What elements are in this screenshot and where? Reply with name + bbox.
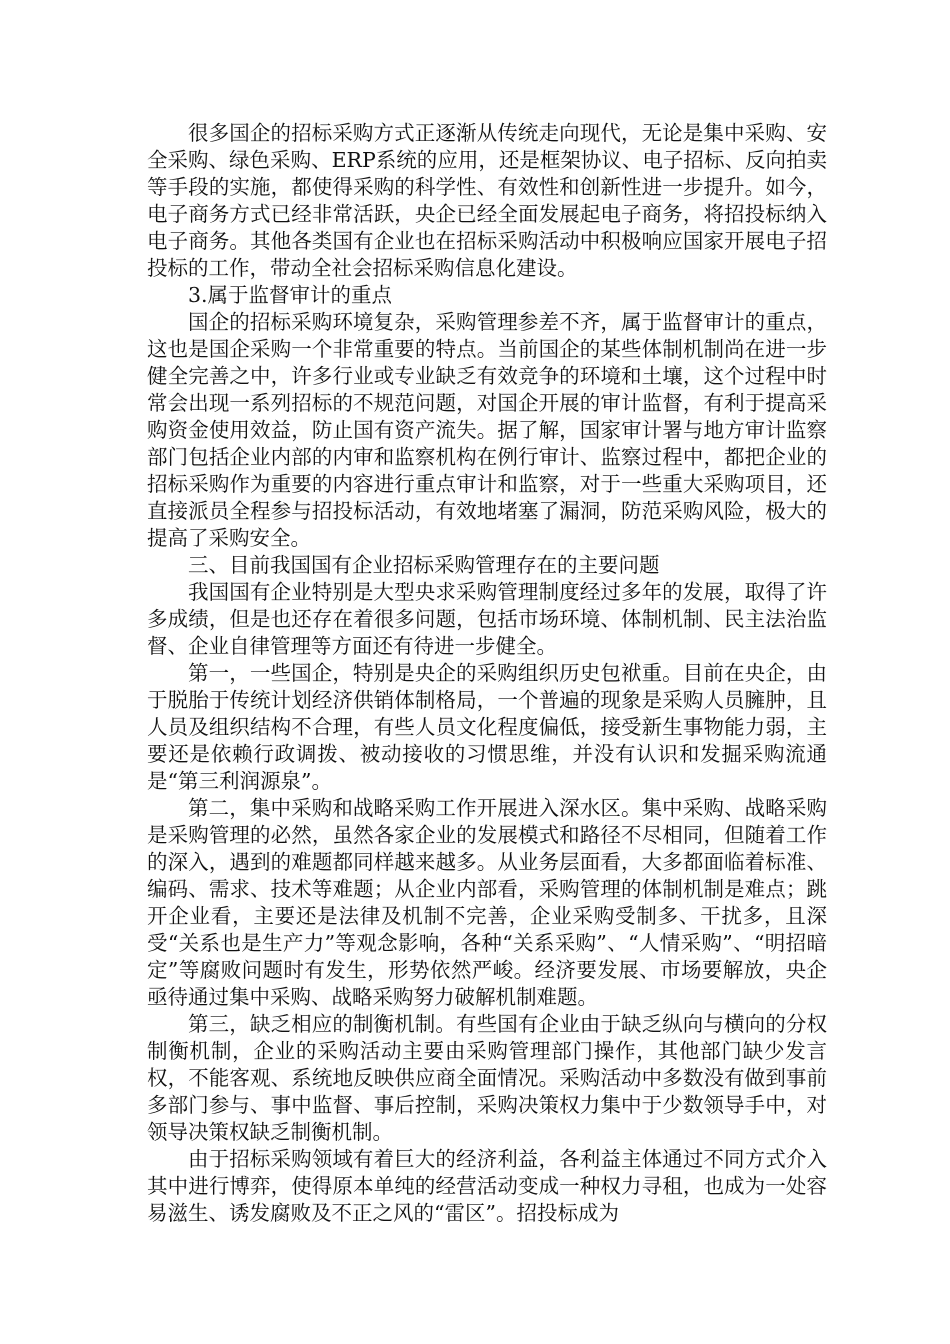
document-body xyxy=(147,120,827,1227)
paragraph-problem-second: 第二，集中采购和战略采购工作开展进入深水区。集中采购、战略采购是采购管理的必然，虽然各家企业的发展模式和路径不尽相同，但随着工作的深入，遇到的难题都同样越来越多。从业务层面看，大多都面临着标准、编码、需求、技术等难题；从企业内部看，采购管理的体制机制是难点；跳开企业看，主要还是法律及机制不完善，企业采购受制多、干扰多，且深受“关系也是生产力”等观念影响，各种“关系采购”、“人情采购”、“明招暗定”等腐败问题时有发生，形势依然严峻。经济要发展、市场要解放，央企亟待通过集中采购、战略采购努力破解机制难题。 xyxy=(147,796,827,1009)
paragraph-interests: 由于招标采购领域有着巨大的经济利益，各利益主体通过不同方式介入其中进行博弈，使得原本单纯的经营活动变成一种权力寻租，也成为一处容易滋生、诱发腐败及不正之风的“雷区”。招投标成为 xyxy=(147,1147,827,1225)
section-heading-audit: 3.属于监督审计的重点 xyxy=(188,283,393,307)
paragraph-problem-first: 第一，一些国企，特别是央企的采购组织历史包袱重。目前在央企，由于脱胎于传统计划经济供销体制格局，一个普遍的现象是采购人员臃肿，且人员及组织结构不合理，有些人员文化程度偏低，接受新生事物能力弱，主要还是依赖行政调拨、被动接收的习惯思维，并没有认识和发掘采购流通是“第三利润源泉”。 xyxy=(147,661,827,793)
section-heading-problems: 三、目前我国国有企业招标采购管理存在的主要问题 xyxy=(188,553,660,577)
paragraph-audit: 国企的招标采购环境复杂，采购管理参差不齐，属于监督审计的重点，这也是国企采购一个非常重要的特点。当前国企的某些体制机制尚在进一步健全完善之中，许多行业或专业缺乏有效竞争的环境和土壤，这个过程中时常会出现一系列招标的不规范问题，对国企开展的审计监督，有利于提高采购资金使用效益，防止国有资产流失。据了解，国家审计署与地方审计监察部门包括企业内部的内审和监察机构在例行审计、监察过程中，都把企业的招标采购作为重要的内容进行重点审计和监察，对于一些重大采购项目，还直接派员全程参与招投标活动，有效地堵塞了漏洞，防范采购风险，极大的提高了采购安全。 xyxy=(147,310,827,550)
paragraph-problems-intro: 我国国有企业特别是大型央求采购管理制度经过多年的发展，取得了许多成绩，但是也还存在着很多问题，包括市场环境、体制机制、民主法治监督、企业自律管理等方面还有待进一步健全。 xyxy=(147,580,827,658)
paragraph-problem-third: 第三，缺乏相应的制衡机制。有些国有企业由于缺乏纵向与横向的分权制衡机制，企业的采购活动主要由采购管理部门操作，其他部门缺少发言权，不能客观、系统地反映供应商全面情况。采购活动中多数没有做到事前多部门参与、事中监督、事后控制，采购决策权力集中于少数领导手中，对领导决策权缺乏制衡机制。 xyxy=(147,1012,827,1144)
paragraph-intro: 很多国企的招标采购方式正逐渐从传统走向现代，无论是集中采购、安全采购、绿色采购、ERP系统的应用，还是框架协议、电子招标、反向拍卖等手段的实施，都使得采购的科学性、有效性和创新性进一步提升。如今，电子商务方式已经非常活跃，央企已经全面发展起电子商务，将招投标纳入电子商务。其他各类国有企业也在招标采购活动中积极响应国家开展电子招投标的工作，带动全社会招标采购信息化建设。 xyxy=(147,121,827,280)
